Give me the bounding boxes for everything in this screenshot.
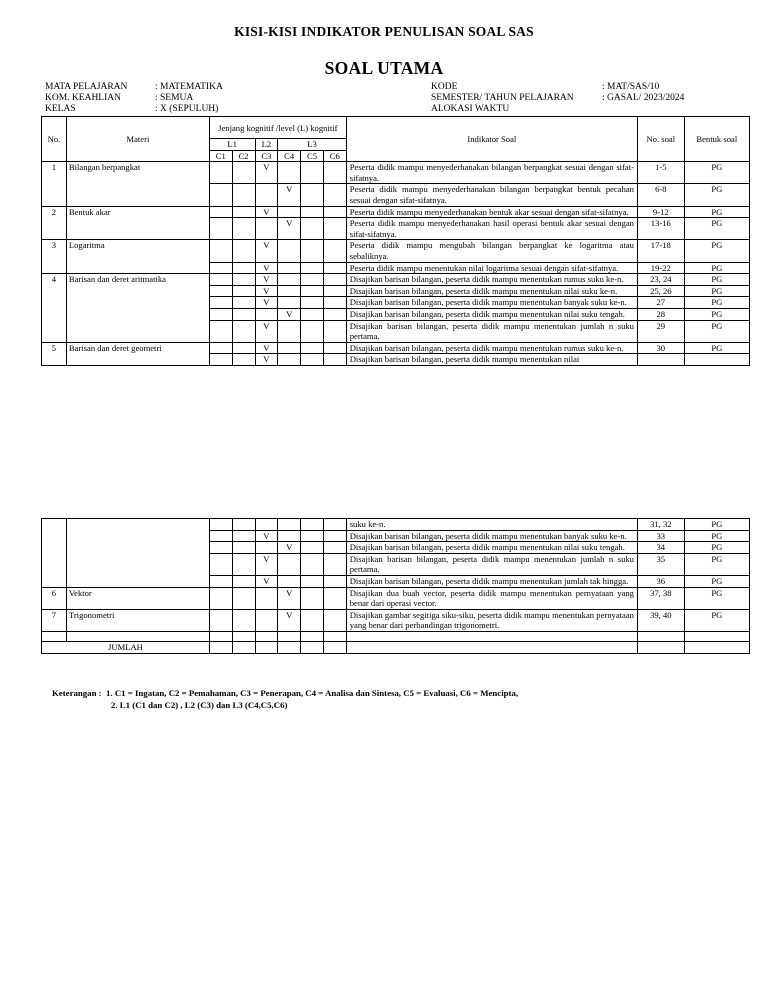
- indikator-cell: Disajikan dua buah vector, peserta didik mampu menentukan pernyataan yang benar dari operasi vector.: [346, 587, 637, 609]
- level-c1-cell: [209, 519, 232, 531]
- level-c5-cell: [301, 274, 324, 286]
- level-c2-cell: [232, 342, 255, 354]
- table-row: [42, 342, 750, 354]
- level-c4-cell: [278, 553, 301, 575]
- kisi-kisi-table-page-2: [41, 518, 750, 654]
- level-c3-cell: [255, 609, 278, 631]
- level-c3-cell: [255, 162, 278, 184]
- indikator-cell: Disajikan gambar segitiga siku-siku, peserta didik mampu menentukan pernyataan yang benar dari perbandingan trigonometri.: [346, 609, 637, 631]
- level-c6-cell: [323, 308, 346, 320]
- level-c3-cell: [255, 262, 278, 274]
- indikator-cell: Disajikan barisan bilangan, peserta didik mampu menentukan nilai suku ke-n.: [346, 285, 637, 297]
- level-c6-cell: [323, 184, 346, 206]
- level-c3-cell: [255, 297, 278, 309]
- level-c2-cell: [232, 587, 255, 609]
- bentuk-soal-cell: PG: [684, 519, 749, 531]
- meta-value: : GASAL/ 2023/2024: [602, 93, 685, 103]
- indikator-cell: Disajikan barisan bilangan, peserta didik mampu menentukan jumlah n suku pertama.: [346, 320, 637, 342]
- level-c2-cell: [232, 519, 255, 531]
- level-c2-cell: [232, 240, 255, 262]
- level-c3-cell: [255, 542, 278, 554]
- indikator-cell: Peserta didik mampu menyederhanakan bilangan berpangkat bentuk pecahan sesuai dengan sifat-sifatnya.: [346, 184, 637, 206]
- level-c5-cell: [301, 285, 324, 297]
- level-c6-cell: [323, 285, 346, 297]
- level-c6-cell: [323, 218, 346, 240]
- no-soal-cell: 29: [637, 320, 684, 342]
- table-row: [42, 609, 750, 631]
- level-c1-cell: [209, 218, 232, 240]
- level-c6-cell: [323, 274, 346, 286]
- level-c1-cell: [209, 297, 232, 309]
- meta-label: SEMESTER/ TAHUN PELAJARAN: [431, 93, 574, 103]
- level-c5-cell: [301, 320, 324, 342]
- no-soal-cell: 13-16: [637, 218, 684, 240]
- level-c6-cell: [323, 240, 346, 262]
- bentuk-soal-cell: PG: [684, 308, 749, 320]
- level-c1-cell: [209, 240, 232, 262]
- level-c1-cell: [209, 587, 232, 609]
- header-level-l3: L3: [278, 139, 346, 151]
- level-c1-cell: [209, 206, 232, 218]
- document-subtitle: SOAL UTAMA: [324, 58, 444, 78]
- table-row: [42, 519, 750, 531]
- indikator-cell: Disajikan barisan bilangan, peserta didik mampu menentukan nilai: [346, 354, 637, 366]
- row-number: 1: [42, 162, 67, 206]
- bentuk-soal-cell: PG: [684, 162, 749, 184]
- level-c5-cell: [301, 542, 324, 554]
- level-c6-cell: [323, 262, 346, 274]
- level-c5-cell: [301, 575, 324, 587]
- document-title: KISI-KISI INDIKATOR PENULISAN SOAL SAS: [234, 24, 534, 39]
- no-soal-cell: 19-22: [637, 262, 684, 274]
- meta-left: [45, 82, 223, 115]
- indikator-cell: Disajikan barisan bilangan, peserta didik mampu menentukan rumus suku ke-n.: [346, 342, 637, 354]
- level-c1-cell: [209, 308, 232, 320]
- meta-value: : MATEMATIKA: [155, 82, 223, 92]
- header-no: No.: [42, 117, 67, 162]
- level-c2-cell: [232, 553, 255, 575]
- materi-cell: Bentuk akar: [66, 206, 209, 240]
- level-c5-cell: [301, 609, 324, 631]
- level-c3-cell: [255, 285, 278, 297]
- level-c1-cell: [209, 530, 232, 542]
- no-soal-cell: 34: [637, 542, 684, 554]
- level-c2-cell: [232, 354, 255, 366]
- level-c2-cell: [232, 285, 255, 297]
- table-row-jumlah: [42, 641, 750, 653]
- level-c1-cell: [209, 162, 232, 184]
- header-c2: C2: [232, 150, 255, 162]
- level-c6-cell: [323, 342, 346, 354]
- level-c5-cell: [301, 262, 324, 274]
- notes-label: Keterangan :: [52, 688, 102, 698]
- level-c2-cell: [232, 320, 255, 342]
- no-soal-cell: 1-5: [637, 162, 684, 184]
- checkmark-v: V: [286, 587, 293, 598]
- indikator-cell: Disajikan barisan bilangan, peserta didik mampu menentukan nilai suku tengah.: [346, 542, 637, 554]
- header-c1: C1: [209, 150, 232, 162]
- level-c4-cell: [278, 342, 301, 354]
- meta-value: : SEMUA: [155, 93, 194, 103]
- level-c5-cell: [301, 519, 324, 531]
- checkmark-v: V: [263, 320, 270, 331]
- level-c4-cell: [278, 575, 301, 587]
- level-c3-cell: [255, 575, 278, 587]
- row-number: 6: [42, 587, 67, 609]
- no-soal-cell: 35: [637, 553, 684, 575]
- meta-value: : MAT/SAS/10: [602, 82, 660, 92]
- bentuk-soal-cell: PG: [684, 553, 749, 575]
- level-c1-cell: [209, 575, 232, 587]
- level-c6-cell: [323, 354, 346, 366]
- checkmark-v: V: [286, 184, 293, 195]
- row-number: 3: [42, 240, 67, 274]
- header-c4: C4: [278, 150, 301, 162]
- indikator-cell: Peserta didik mampu menyederhanakan bentuk akar sesuai dengan sifat-sifatnya.: [346, 206, 637, 218]
- materi-cell: Barisan dan deret aritmatika: [66, 274, 209, 343]
- table-row: [42, 274, 750, 286]
- notes-line-1: 1. C1 = Ingatan, C2 = Pemahaman, C3 = Penerapan, C4 = Analisa dan Sintesa, C5 = Evaluasi, C6 = Mencipta,: [106, 688, 519, 698]
- meta-value: : X (SEPULUH): [155, 104, 219, 114]
- level-c3-cell: [255, 587, 278, 609]
- bentuk-soal-cell: PG: [684, 206, 749, 218]
- meta-label: KOM. KEAHLIAN: [45, 93, 121, 103]
- meta-right: [431, 82, 684, 115]
- level-c3-cell: [255, 240, 278, 262]
- header-c5: C5: [301, 150, 324, 162]
- level-c4-cell: [278, 609, 301, 631]
- level-c1-cell: [209, 320, 232, 342]
- header-level-l1: L1: [209, 139, 255, 151]
- level-c1-cell: [209, 342, 232, 354]
- level-c6-cell: [323, 587, 346, 609]
- no-soal-cell: 6-8: [637, 184, 684, 206]
- no-soal-cell: 27: [637, 297, 684, 309]
- bentuk-soal-cell: PG: [684, 542, 749, 554]
- level-c4-cell: [278, 542, 301, 554]
- bentuk-soal-cell: PG: [684, 575, 749, 587]
- checkmark-v: V: [286, 218, 293, 229]
- level-c5-cell: [301, 240, 324, 262]
- checkmark-v: V: [263, 206, 270, 217]
- materi-cell: Vektor: [66, 587, 209, 609]
- level-c4-cell: [278, 530, 301, 542]
- indikator-cell: Peserta didik mampu mengubah bilangan berpangkat ke logaritma atau sebaliknya.: [346, 240, 637, 262]
- level-c4-cell: [278, 587, 301, 609]
- meta-label: MATA PELAJARAN: [45, 82, 128, 92]
- table-row: [42, 587, 750, 609]
- level-c5-cell: [301, 342, 324, 354]
- checkmark-v: V: [286, 542, 293, 553]
- no-soal-cell: 9-12: [637, 206, 684, 218]
- level-c4-cell: [278, 519, 301, 531]
- no-soal-cell: 30: [637, 342, 684, 354]
- level-c1-cell: [209, 184, 232, 206]
- level-c2-cell: [232, 609, 255, 631]
- level-c3-cell: [255, 354, 278, 366]
- level-c3-cell: [255, 206, 278, 218]
- materi-cell: Logaritma: [66, 240, 209, 274]
- bentuk-soal-cell: PG: [684, 342, 749, 354]
- table-row: [42, 240, 750, 262]
- level-c3-cell: [255, 308, 278, 320]
- no-soal-cell: 23, 24: [637, 274, 684, 286]
- checkmark-v: V: [263, 575, 270, 586]
- level-c2-cell: [232, 297, 255, 309]
- no-soal-cell: 25, 26: [637, 285, 684, 297]
- bentuk-soal-cell: PG: [684, 274, 749, 286]
- materi-cell: Trigonometri: [66, 609, 209, 631]
- bentuk-soal-cell: PG: [684, 297, 749, 309]
- level-c4-cell: [278, 240, 301, 262]
- level-c3-cell: [255, 530, 278, 542]
- jumlah-label: JUMLAH: [42, 641, 210, 653]
- indikator-cell: Disajikan barisan bilangan, peserta didik mampu menentukan nilai suku tengah.: [346, 308, 637, 320]
- level-c6-cell: [323, 542, 346, 554]
- level-c6-cell: [323, 530, 346, 542]
- materi-cell: [66, 519, 209, 588]
- indikator-cell: suku ke-n.: [346, 519, 637, 531]
- header-c6: C6: [323, 150, 346, 162]
- level-c4-cell: [278, 218, 301, 240]
- header-materi: Materi: [66, 117, 209, 162]
- bentuk-soal-cell: PG: [684, 285, 749, 297]
- no-soal-cell: 36: [637, 575, 684, 587]
- no-soal-cell: 37, 38: [637, 587, 684, 609]
- level-c2-cell: [232, 184, 255, 206]
- table-row: [42, 162, 750, 184]
- checkmark-v: V: [263, 162, 270, 173]
- bentuk-soal-cell: PG: [684, 530, 749, 542]
- materi-cell: Barisan dan deret geometri: [66, 342, 209, 365]
- level-c5-cell: [301, 162, 324, 184]
- checkmark-v: V: [263, 274, 270, 285]
- level-c5-cell: [301, 184, 324, 206]
- level-c4-cell: [278, 262, 301, 274]
- header-level-l2: L2: [255, 139, 278, 151]
- bentuk-soal-cell: PG: [684, 609, 749, 631]
- bentuk-soal-cell: PG: [684, 320, 749, 342]
- level-c3-cell: [255, 320, 278, 342]
- level-c2-cell: [232, 262, 255, 274]
- no-soal-cell: 28: [637, 308, 684, 320]
- level-c1-cell: [209, 553, 232, 575]
- level-c5-cell: [301, 354, 324, 366]
- notes-line-2: 2. L1 (C1 dan C2) , L2 (C3) dan L3 (C4,C5,C6): [111, 699, 288, 710]
- header-no-soal: No. soal: [637, 117, 684, 162]
- checkmark-v: V: [263, 240, 270, 251]
- level-c5-cell: [301, 206, 324, 218]
- row-number: [42, 519, 67, 588]
- level-c3-cell: [255, 342, 278, 354]
- level-c4-cell: [278, 162, 301, 184]
- row-number: 4: [42, 274, 67, 343]
- kisi-kisi-table-page-1: [41, 116, 750, 366]
- row-number: 2: [42, 206, 67, 240]
- indikator-cell: Disajikan barisan bilangan, peserta didik mampu menentukan jumlah n suku pertama.: [346, 553, 637, 575]
- level-c1-cell: [209, 542, 232, 554]
- level-c5-cell: [301, 587, 324, 609]
- level-c3-cell: [255, 553, 278, 575]
- header-bentuk-soal: Bentuk soal: [684, 117, 749, 162]
- indikator-cell: Disajikan barisan bilangan, peserta didik mampu menentukan rumus suku ke-n.: [346, 274, 637, 286]
- checkmark-v: V: [263, 342, 270, 353]
- bentuk-soal-cell: PG: [684, 240, 749, 262]
- bentuk-soal-cell: [684, 354, 749, 366]
- level-c4-cell: [278, 308, 301, 320]
- no-soal-cell: 33: [637, 530, 684, 542]
- level-c2-cell: [232, 530, 255, 542]
- level-c4-cell: [278, 354, 301, 366]
- checkmark-v: V: [263, 297, 270, 308]
- checkmark-v: V: [263, 530, 270, 541]
- level-c2-cell: [232, 274, 255, 286]
- level-c6-cell: [323, 320, 346, 342]
- level-c2-cell: [232, 162, 255, 184]
- no-soal-cell: 39, 40: [637, 609, 684, 631]
- level-c6-cell: [323, 519, 346, 531]
- level-c2-cell: [232, 206, 255, 218]
- level-c2-cell: [232, 308, 255, 320]
- table-row: [42, 206, 750, 218]
- level-c6-cell: [323, 553, 346, 575]
- level-c3-cell: [255, 519, 278, 531]
- header-c3: C3: [255, 150, 278, 162]
- level-c1-cell: [209, 262, 232, 274]
- level-c1-cell: [209, 609, 232, 631]
- no-soal-cell: 17-18: [637, 240, 684, 262]
- level-c6-cell: [323, 297, 346, 309]
- level-c5-cell: [301, 553, 324, 575]
- level-c6-cell: [323, 206, 346, 218]
- keterangan-notes: [52, 688, 518, 711]
- level-c3-cell: [255, 274, 278, 286]
- level-c5-cell: [301, 297, 324, 309]
- no-soal-cell: [637, 354, 684, 366]
- level-c6-cell: [323, 162, 346, 184]
- meta-label: KELAS: [45, 104, 76, 114]
- level-c1-cell: [209, 274, 232, 286]
- table-row-empty: [42, 631, 750, 641]
- indikator-cell: Peserta didik mampu menyederhanakan hasil operasi bentuk akar sesuai dengan sifat-sifatnya.: [346, 218, 637, 240]
- meta-label: ALOKASI WAKTU: [431, 104, 510, 114]
- level-c5-cell: [301, 308, 324, 320]
- bentuk-soal-cell: PG: [684, 218, 749, 240]
- level-c2-cell: [232, 218, 255, 240]
- header-jenjang: Jenjang kognitif /level (L) kognitif: [209, 117, 346, 139]
- row-number: 7: [42, 609, 67, 631]
- checkmark-v: V: [263, 354, 270, 365]
- level-c3-cell: [255, 184, 278, 206]
- indikator-cell: Disajikan barisan bilangan, peserta didik mampu menentukan banyak suku ke-n.: [346, 297, 637, 309]
- indikator-cell: Disajikan barisan bilangan, peserta didik mampu menentukan banyak suku ke-n.: [346, 530, 637, 542]
- level-c4-cell: [278, 206, 301, 218]
- level-c4-cell: [278, 274, 301, 286]
- level-c2-cell: [232, 542, 255, 554]
- level-c4-cell: [278, 184, 301, 206]
- level-c5-cell: [301, 218, 324, 240]
- level-c3-cell: [255, 218, 278, 240]
- indikator-cell: Peserta didik mampu menyederhanakan bilangan berpangkat sesuai dengan sifat-sifatnya.: [346, 162, 637, 184]
- checkmark-v: V: [263, 285, 270, 296]
- header-indikator: Indikator Soal: [346, 117, 637, 162]
- checkmark-v: V: [263, 262, 270, 273]
- level-c4-cell: [278, 285, 301, 297]
- level-c4-cell: [278, 297, 301, 309]
- checkmark-v: V: [286, 609, 293, 620]
- level-c5-cell: [301, 530, 324, 542]
- level-c1-cell: [209, 285, 232, 297]
- materi-cell: Bilangan berpangkat: [66, 162, 209, 206]
- level-c2-cell: [232, 575, 255, 587]
- indikator-cell: Peserta didik mampu menentukan nilai logaritma sesuai dengan sifat-sifatnya.: [346, 262, 637, 274]
- level-c6-cell: [323, 609, 346, 631]
- bentuk-soal-cell: PG: [684, 587, 749, 609]
- level-c6-cell: [323, 575, 346, 587]
- meta-label: KODE: [431, 82, 458, 92]
- no-soal-cell: 31, 32: [637, 519, 684, 531]
- level-c1-cell: [209, 354, 232, 366]
- bentuk-soal-cell: PG: [684, 184, 749, 206]
- bentuk-soal-cell: PG: [684, 262, 749, 274]
- level-c4-cell: [278, 320, 301, 342]
- indikator-cell: Disajikan barisan bilangan, peserta didik mampu menentukan jumlah tak hingga.: [346, 575, 637, 587]
- checkmark-v: V: [263, 553, 270, 564]
- checkmark-v: V: [286, 308, 293, 319]
- row-number: 5: [42, 342, 67, 365]
